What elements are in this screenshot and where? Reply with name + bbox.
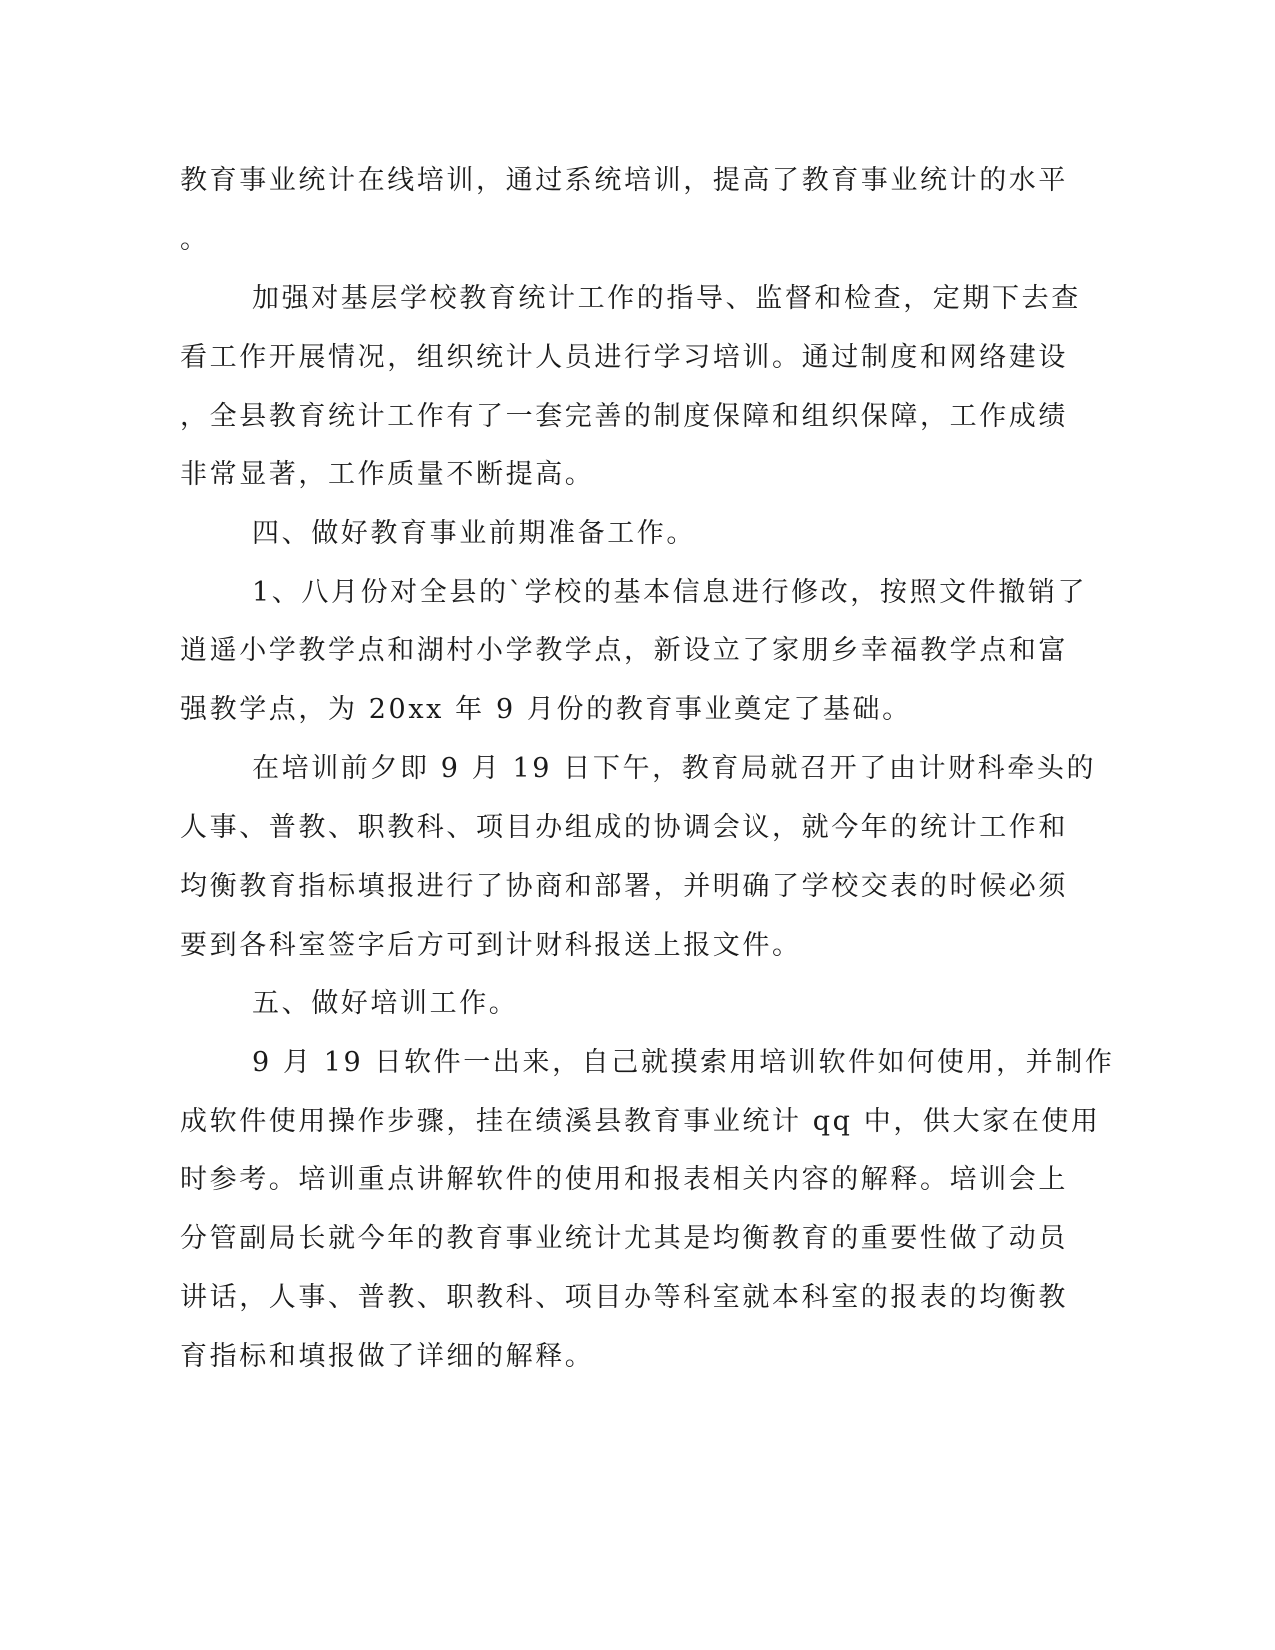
paragraph-line: 。 bbox=[180, 224, 210, 255]
paragraph-line: 讲话，人事、普教、职教科、项目办等科室就本科室的报表的均衡教 bbox=[180, 1282, 1068, 1313]
paragraph-line: 非常显著，工作质量不断提高。 bbox=[180, 459, 595, 490]
paragraph-line: 分管副局长就今年的教育事业统计尤其是均衡教育的重要性做了动员 bbox=[180, 1223, 1068, 1254]
paragraph-line: ，全县教育统计工作有了一套完善的制度保障和组织保障，工作成绩 bbox=[180, 401, 1068, 432]
paragraph-line: 1、八月份对全县的`学校的基本信息进行修改，按照文件撤销了 bbox=[252, 577, 1088, 608]
paragraph-line: 均衡教育指标填报进行了协商和部署，并明确了学校交表的时候必须 bbox=[180, 871, 1068, 902]
paragraph-line: 看工作开展情况，组织统计人员进行学习培训。通过制度和网络建设 bbox=[180, 342, 1068, 373]
paragraph-line: 逍遥小学教学点和湖村小学教学点，新设立了家朋乡幸福教学点和富 bbox=[180, 635, 1068, 666]
paragraph-line: 人事、普教、职教科、项目办组成的协调会议，就今年的统计工作和 bbox=[180, 812, 1068, 843]
paragraph-line: 加强对基层学校教育统计工作的指导、监督和检查，定期下去查 bbox=[252, 283, 1081, 314]
paragraph-line: 9 月 19 日软件一出来，自己就摸索用培训软件如何使用，并制作 bbox=[252, 1047, 1115, 1078]
section-heading: 五、做好培训工作。 bbox=[252, 988, 519, 1019]
paragraph-line: 时参考。培训重点讲解软件的使用和报表相关内容的解释。培训会上 bbox=[180, 1164, 1068, 1195]
paragraph-line: 教育事业统计在线培训，通过系统培训，提高了教育事业统计的水平 bbox=[180, 165, 1068, 196]
section-heading: 四、做好教育事业前期准备工作。 bbox=[252, 518, 696, 549]
paragraph-line: 在培训前夕即 9 月 19 日下午，教育局就召开了由计财科牵头的 bbox=[252, 753, 1097, 784]
paragraph-line: 育指标和填报做了详细的解释。 bbox=[180, 1341, 595, 1372]
paragraph-line: 强教学点，为 20xx 年 9 月份的教育事业奠定了基础。 bbox=[180, 694, 912, 725]
paragraph-line: 要到各科室签字后方可到计财科报送上报文件。 bbox=[180, 930, 802, 961]
paragraph-line: 成软件使用操作步骤，挂在绩溪县教育事业统计 qq 中，供大家在使用 bbox=[180, 1106, 1101, 1137]
